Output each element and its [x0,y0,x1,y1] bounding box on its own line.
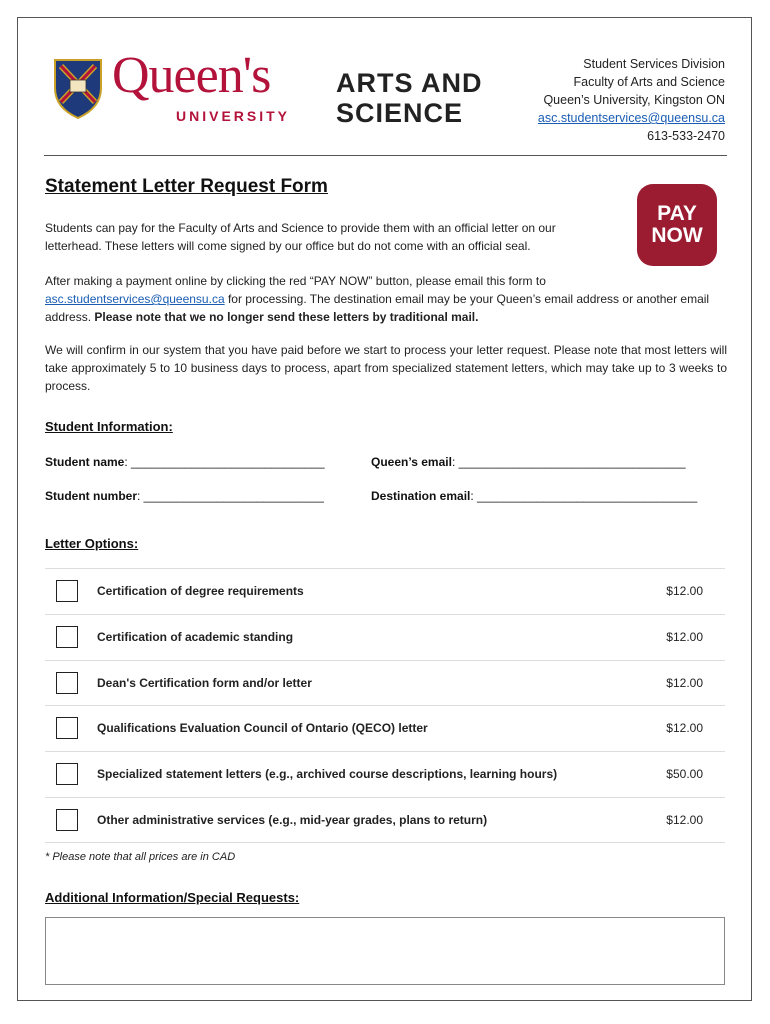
header-divider [44,155,727,156]
queens-wordmark: Queen's [112,47,271,104]
price-note: * Please note that all prices are in CAD [45,851,236,863]
university-label: UNIVERSITY [176,108,291,124]
letter-options-heading: Letter Options: [45,536,139,551]
contact-block: Student Services Division Faculty of Arts and Science Queen’s University, Kingston ON asc.studentservices@queensu.ca 613-533-2470 [537,57,725,143]
submit-email-link[interactable]: asc.studentservices@queensu.ca [45,292,225,306]
option-checkbox[interactable] [56,717,78,739]
list-item: Qualifications Evaluation Council of Ontario (QECO) letter $12.00 [45,705,725,751]
queens-email-field[interactable]: Queen’s email: __________________________________ [371,455,686,469]
additional-info-heading: Additional Information/Special Requests: [45,890,300,905]
option-price: $12.00 [666,629,703,644]
faculty-name: ARTS AND SCIENCE [336,68,483,128]
option-price: $12.00 [666,675,703,690]
option-checkbox[interactable] [56,626,78,648]
list-item: Certification of degree requirements $12.00 [45,568,725,614]
special-requests-textarea[interactable] [45,917,725,985]
option-checkbox[interactable] [56,580,78,602]
student-info-heading: Student Information: [45,419,173,434]
list-item: Dean's Certification form and/or letter $12.00 [45,660,725,706]
intro-text: Students can pay for the Faculty of Arts and Science to provide them with an official letter on our letterhead. These letters will come signed by our office but do not come with an official seal. [45,221,556,253]
queens-crest-icon [53,58,103,120]
option-checkbox[interactable] [56,763,78,785]
destination-email-field[interactable]: Destination email: _________________________________ [371,489,698,503]
option-checkbox[interactable] [56,672,78,694]
payment-instructions: After making a payment online by clicking the red “PAY NOW” button, please email this form to asc.studentservices@queensu.ca for processing. The destination email may be your Queen’s email address or another email address. Please note that we no longer send these letters by traditional mail. [45,274,710,324]
option-price: $12.00 [666,584,703,598]
letter-options-list [45,568,725,843]
student-name-field[interactable]: Student name: _____________________________ [45,455,325,469]
list-item: Certification of academic standing $12.00 [45,614,725,660]
option-checkbox[interactable] [56,809,78,831]
student-number-field[interactable]: Student number: ___________________________ [45,489,324,503]
list-item: Specialized statement letters (e.g., archived course descriptions, learning hours) $50.00 [45,751,725,797]
processing-info: We will confirm in our system that you have paid before we start to process your letter request. Please note that most letters will take approximately 5 to 10 business days to process, apart from specialized statement letters, which may take up to 3 weeks to process. [45,343,727,393]
pay-now-button[interactable]: PAY NOW [637,184,717,266]
option-price: $50.00 [666,767,703,782]
page-title: Statement Letter Request Form [45,176,328,197]
option-price: $12.00 [666,721,703,736]
option-price: $12.00 [666,812,703,827]
contact-email-link[interactable]: asc.studentservices@queensu.ca [537,111,725,125]
list-item: Other administrative services (e.g., mid-year grades, plans to return) $12.00 [45,797,725,843]
